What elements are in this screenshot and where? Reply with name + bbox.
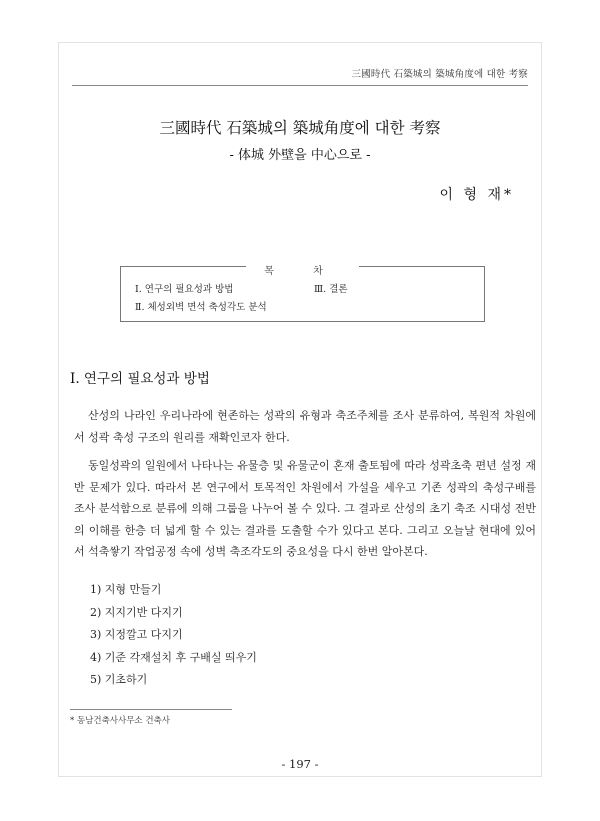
procedure-list (90, 579, 257, 692)
toc-item: Ⅰ. 연구의 필요성과 방법 (135, 284, 234, 295)
page-number: - 197 - (281, 757, 319, 771)
toc-heading-wrap (121, 259, 484, 278)
footnote: * 동남건축사사무소 건축사 (70, 716, 170, 726)
body-paragraph (74, 405, 536, 448)
paragraph-text: 산성의 나라인 우리나라에 현존하는 성곽의 유형과 축조주체를 조사 분류하여, 복원적 차원에서 성곽 축성 구조의 원리를 재확인코자 한다. (74, 409, 536, 444)
table-of-contents (120, 266, 485, 322)
toc-heading: 목 차 (246, 266, 359, 277)
body-paragraph (74, 455, 536, 563)
list-item: 4) 기준 각재설치 후 구배실 띄우기 (90, 650, 257, 664)
paragraph-text: 동일성곽의 일원에서 나타나는 유물층 및 유물군이 혼재 출토됨에 따라 성곽초축 편년 설정 재반 문제가 있다. 따라서 본 연구에서 토목적인 차원에서 가설을 세우고 기존 성곽의 축성구배를 조사 분석함으로 분류에 의해 그룹을 나누어 볼 수 있다. 그 결과로 산성의 초기 축조 시대성 전반의 이해를 한층 더 넓게 할 수 있는 결과를 도출할 수가 있다고 본다. 그리고 오늘날 현대에 있어서 석축쌓기 작업공정 속에 성벽 축조각도의 중요성을 다시 한번 알아본다. (74, 459, 536, 558)
header-rule (72, 85, 528, 86)
section-heading: Ⅰ. 연구의 필요성과 방법 (70, 371, 210, 387)
footnote-rule (70, 709, 232, 710)
running-header: 三國時代 石築城의 築城角度에 대한 考察 (351, 69, 528, 80)
paper-subtitle: - 体城 外壁을 中心으로 - (229, 148, 371, 163)
list-item: 1) 지형 만들기 (90, 583, 162, 596)
paper-title: 三國時代 石築城의 築城角度에 대한 考察 (159, 119, 441, 137)
list-item: 3) 지정깔고 다지기 (90, 628, 183, 641)
toc-item: Ⅱ. 체성외벽 면석 축성각도 분석 (135, 302, 267, 313)
list-item: 2) 지지기반 다지기 (90, 605, 183, 619)
author-name: 이 형 재* (439, 187, 514, 203)
list-item: 5) 기초하기 (90, 673, 148, 686)
toc-item: Ⅲ. 결론 (314, 284, 348, 295)
